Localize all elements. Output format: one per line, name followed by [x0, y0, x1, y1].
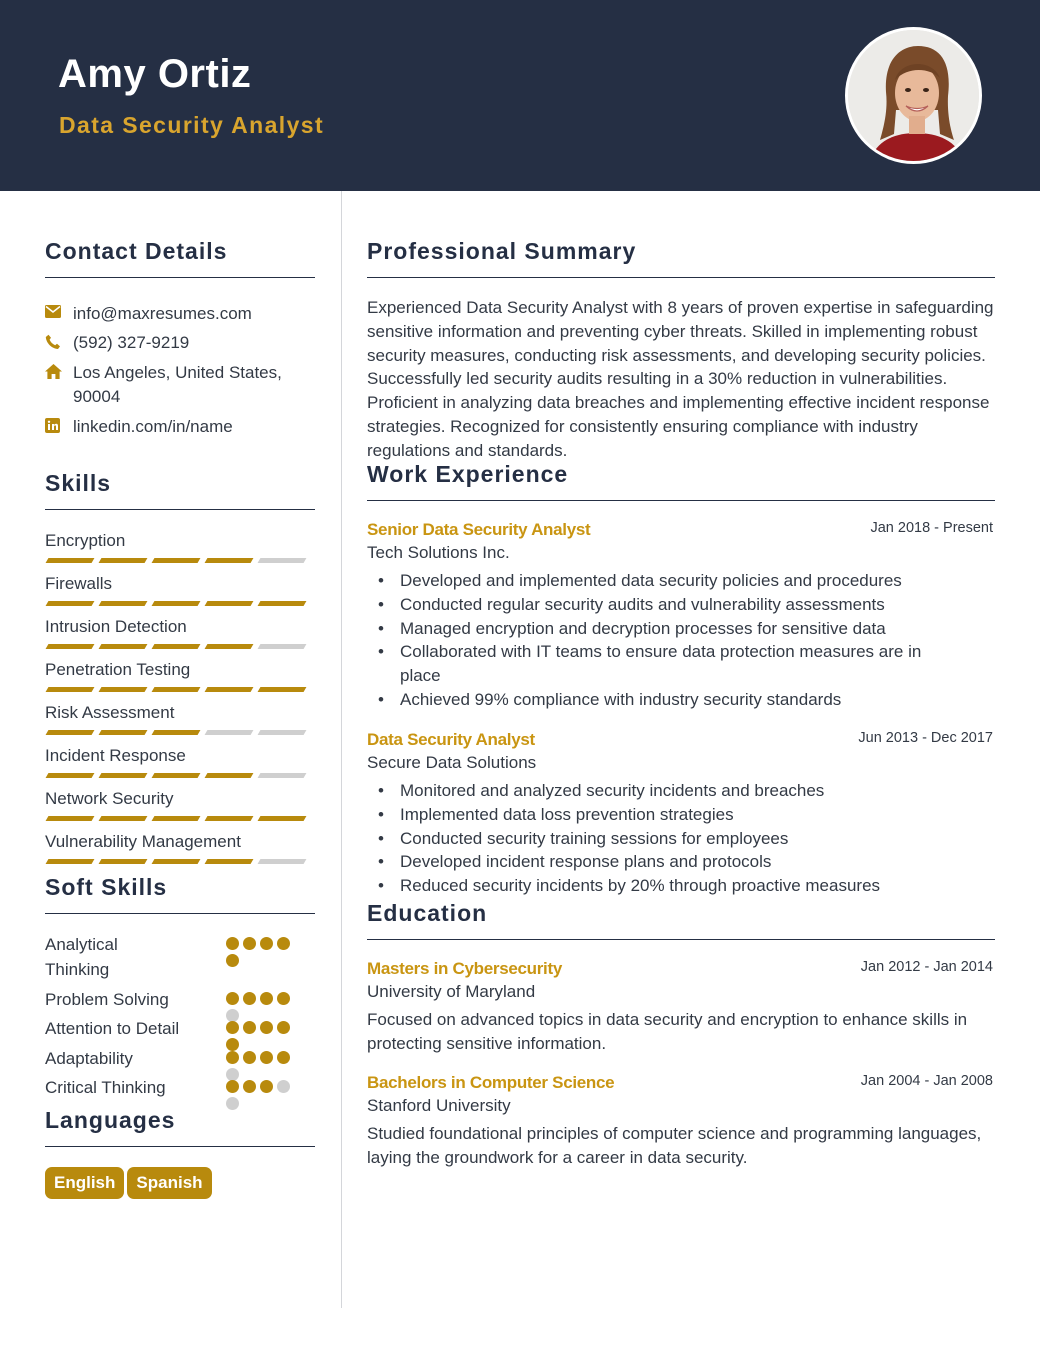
skill-level-segment [152, 558, 201, 563]
candidate-role: Data Security Analyst [59, 112, 325, 138]
skill-level-segment [46, 687, 95, 692]
skill-item [45, 746, 315, 789]
job-bullets [367, 569, 995, 712]
rating-dot [277, 937, 290, 950]
skill-level-segment [258, 687, 307, 692]
skill-item [45, 789, 315, 832]
skill-name: Vulnerability Management [45, 832, 241, 851]
soft-skill-name: Attention to Detail [45, 1019, 180, 1038]
skill-level-segment [258, 558, 307, 563]
rating-dot [226, 954, 239, 967]
skill-name: Encryption [45, 531, 126, 550]
rating-dot [243, 1080, 256, 1093]
skill-level-bar [47, 601, 305, 606]
education-rule [367, 939, 995, 940]
contact-linkedin[interactable] [45, 415, 315, 443]
rating-dot [277, 992, 290, 1005]
skill-level-segment [99, 730, 148, 735]
job-company: Secure Data Solutions [367, 753, 537, 772]
skill-level-segment [152, 773, 201, 778]
avatar [845, 27, 982, 164]
skill-level-segment [99, 816, 148, 821]
skill-level-segment [99, 558, 148, 563]
skill-level-segment [46, 859, 95, 864]
education-date: Jan 2004 - Jan 2008 [860, 1073, 993, 1089]
job-bullet: • Conducted regular security audits and vulnerability assessments [367, 593, 995, 617]
job-bullet: • Implemented data loss prevention strategies [367, 803, 995, 827]
skill-item [45, 703, 315, 746]
skill-level-segment [258, 859, 307, 864]
education-title: Education [367, 900, 488, 926]
job-bullet: • Achieved 99% compliance with industry security standards [367, 688, 995, 712]
skill-level-bar [47, 773, 305, 778]
education-section [367, 900, 995, 940]
experience-section [367, 461, 995, 501]
degree-title: Masters in Cybersecurity [367, 959, 562, 978]
job-title: Senior Data Security Analyst [367, 520, 591, 539]
skill-level-segment [152, 687, 201, 692]
rating-dot [226, 992, 239, 1005]
job-bullet: • Monitored and analyzed security incidents and breaches [367, 779, 995, 803]
envelope-icon [45, 302, 73, 318]
language-badge: English [45, 1167, 124, 1199]
rating-dot [243, 1051, 256, 1064]
soft-skill-name: Critical Thinking [45, 1078, 166, 1097]
education-description: Studied foundational principles of computer science and programming languages, laying the groundwork for a career in data security. [367, 1124, 982, 1167]
skill-level-segment [46, 558, 95, 563]
education-entry [367, 959, 995, 1056]
skills-list [45, 531, 315, 875]
soft-skill-name: Problem Solving [45, 990, 169, 1009]
rating-dot [260, 1051, 273, 1064]
job-company: Tech Solutions Inc. [367, 543, 510, 562]
job-bullets [367, 779, 995, 898]
summary-section [367, 238, 995, 278]
job-bullet: • Reduced security incidents by 20% through proactive measures [367, 874, 995, 898]
job-bullet: • Developed incident response plans and protocols [367, 850, 995, 874]
skill-item [45, 574, 315, 617]
experience-title: Work Experience [367, 461, 569, 487]
language-badge: Spanish [127, 1167, 211, 1199]
resume-header [0, 0, 1040, 191]
skills-section [45, 470, 315, 510]
skills-rule [45, 509, 315, 510]
education-entry [367, 1073, 995, 1170]
soft-skill-rating [226, 937, 298, 967]
rating-dot [226, 1021, 239, 1034]
column-divider [341, 191, 342, 1308]
skill-item [45, 531, 315, 574]
skill-level-segment [258, 730, 307, 735]
job-title: Data Security Analyst [367, 730, 535, 749]
soft-skill-name: Adaptability [45, 1049, 133, 1068]
job-entry [367, 730, 995, 898]
skill-name: Penetration Testing [45, 660, 191, 679]
contact-address-text: Los Angeles, United States, 90004 [73, 363, 282, 406]
skill-level-segment [46, 816, 95, 821]
skill-level-segment [258, 601, 307, 606]
skill-level-segment [258, 644, 307, 649]
education-description: Focused on advanced topics in data security and encryption to enhance skills in protecting sensitive information. [367, 1010, 968, 1053]
skill-level-segment [152, 601, 201, 606]
skill-level-segment [205, 816, 254, 821]
soft-skill-item [45, 1075, 315, 1100]
soft-skills-section [45, 874, 315, 914]
contact-title: Contact Details [45, 238, 228, 264]
skill-item [45, 660, 315, 703]
rating-dot [277, 1051, 290, 1064]
degree-title: Bachelors in Computer Science [367, 1073, 615, 1092]
languages-list [45, 1167, 315, 1199]
skill-item [45, 617, 315, 660]
skill-level-segment [205, 644, 254, 649]
skill-level-segment [99, 773, 148, 778]
skill-name: Network Security [45, 789, 174, 808]
rating-dot [243, 992, 256, 1005]
skill-level-segment [205, 687, 254, 692]
soft-skill-item [45, 1046, 315, 1071]
rating-dot [226, 937, 239, 950]
job-date: Jan 2018 - Present [870, 520, 993, 536]
skill-level-segment [205, 730, 254, 735]
skill-level-segment [205, 773, 254, 778]
contact-rule [45, 277, 315, 278]
contact-phone[interactable] [45, 331, 315, 361]
skill-level-segment [99, 644, 148, 649]
skill-level-segment [152, 730, 201, 735]
soft-skill-rating [226, 1080, 298, 1110]
contact-address [45, 361, 315, 415]
skill-name: Risk Assessment [45, 703, 175, 722]
summary-rule [367, 277, 995, 278]
job-bullet: • Conducted security training sessions for employees [367, 827, 995, 851]
soft-skills-rule [45, 913, 315, 914]
skill-level-bar [47, 859, 305, 864]
job-bullet: • Collaborated with IT teams to ensure data protection measures are in place [367, 640, 995, 688]
phone-icon [45, 331, 73, 350]
job-bullet: • Developed and implemented data security policies and procedures [367, 569, 995, 593]
contact-list [45, 302, 315, 443]
skill-level-bar [47, 558, 305, 563]
rating-dot [277, 1021, 290, 1034]
summary-title: Professional Summary [367, 238, 637, 264]
portrait-image [848, 30, 982, 164]
soft-skills-title: Soft Skills [45, 874, 168, 900]
skill-level-segment [46, 601, 95, 606]
soft-skill-name: Analytical Thinking [45, 935, 118, 979]
school-name: Stanford University [367, 1096, 511, 1115]
job-entry [367, 520, 995, 712]
education-date: Jan 2012 - Jan 2014 [860, 959, 993, 975]
rating-dot [243, 937, 256, 950]
skill-level-segment [258, 816, 307, 821]
linkedin-icon [45, 415, 73, 433]
languages-section [45, 1107, 315, 1147]
soft-skill-item [45, 1016, 315, 1041]
rating-dot [260, 992, 273, 1005]
skill-level-segment [205, 859, 254, 864]
home-icon [45, 361, 73, 379]
skill-level-segment [152, 644, 201, 649]
skill-level-segment [46, 644, 95, 649]
skill-name: Incident Response [45, 746, 186, 765]
skill-level-bar [47, 687, 305, 692]
contact-section [45, 238, 315, 278]
contact-phone-text: (592) 327-9219 [73, 333, 190, 352]
rating-dot [243, 1021, 256, 1034]
rating-dot [260, 1021, 273, 1034]
skill-level-segment [46, 773, 95, 778]
contact-email-text: info@maxresumes.com [73, 304, 252, 323]
languages-rule [45, 1146, 315, 1147]
skill-level-segment [46, 730, 95, 735]
skill-level-segment [205, 601, 254, 606]
soft-skill-item [45, 932, 315, 982]
rating-dot [277, 1080, 290, 1093]
skill-level-segment [99, 859, 148, 864]
skill-name: Firewalls [45, 574, 113, 593]
skill-level-bar [47, 644, 305, 649]
job-bullet: • Managed encryption and decryption processes for sensitive data [367, 617, 995, 641]
languages-title: Languages [45, 1107, 176, 1133]
skill-level-bar [47, 730, 305, 735]
skill-name: Intrusion Detection [45, 617, 187, 636]
skill-item [45, 832, 315, 875]
contact-email[interactable] [45, 302, 315, 331]
skill-level-segment [152, 816, 201, 821]
rating-dot [226, 1080, 239, 1093]
skill-level-bar [47, 816, 305, 821]
skill-level-segment [99, 687, 148, 692]
candidate-name: Amy Ortiz [58, 52, 252, 96]
skill-level-segment [152, 859, 201, 864]
job-date: Jun 2013 - Dec 2017 [858, 730, 993, 746]
school-name: University of Maryland [367, 982, 536, 1001]
soft-skill-item [45, 987, 315, 1012]
skills-title: Skills [45, 470, 112, 496]
rating-dot [260, 1080, 273, 1093]
contact-linkedin-text: linkedin.com/in/name [73, 417, 233, 436]
skill-level-segment [99, 601, 148, 606]
skill-level-segment [205, 558, 254, 563]
skill-level-segment [258, 773, 307, 778]
rating-dot [260, 937, 273, 950]
rating-dot [226, 1051, 239, 1064]
experience-rule [367, 500, 995, 501]
summary-text: Experienced Data Security Analyst with 8 years of proven expertise in safeguarding sensitive information and preventing cyber threats. Skilled in implementing robust security measures, conducting risk assessments, and developing security policies. Successfully led security audits resulting in a 30% reduction in vulnerabilities. Proficient in analyzing data breaches and implementing effective incident response strategies. Recognized for consistently ensuring compliance with industry regulations and standards. [367, 298, 994, 460]
